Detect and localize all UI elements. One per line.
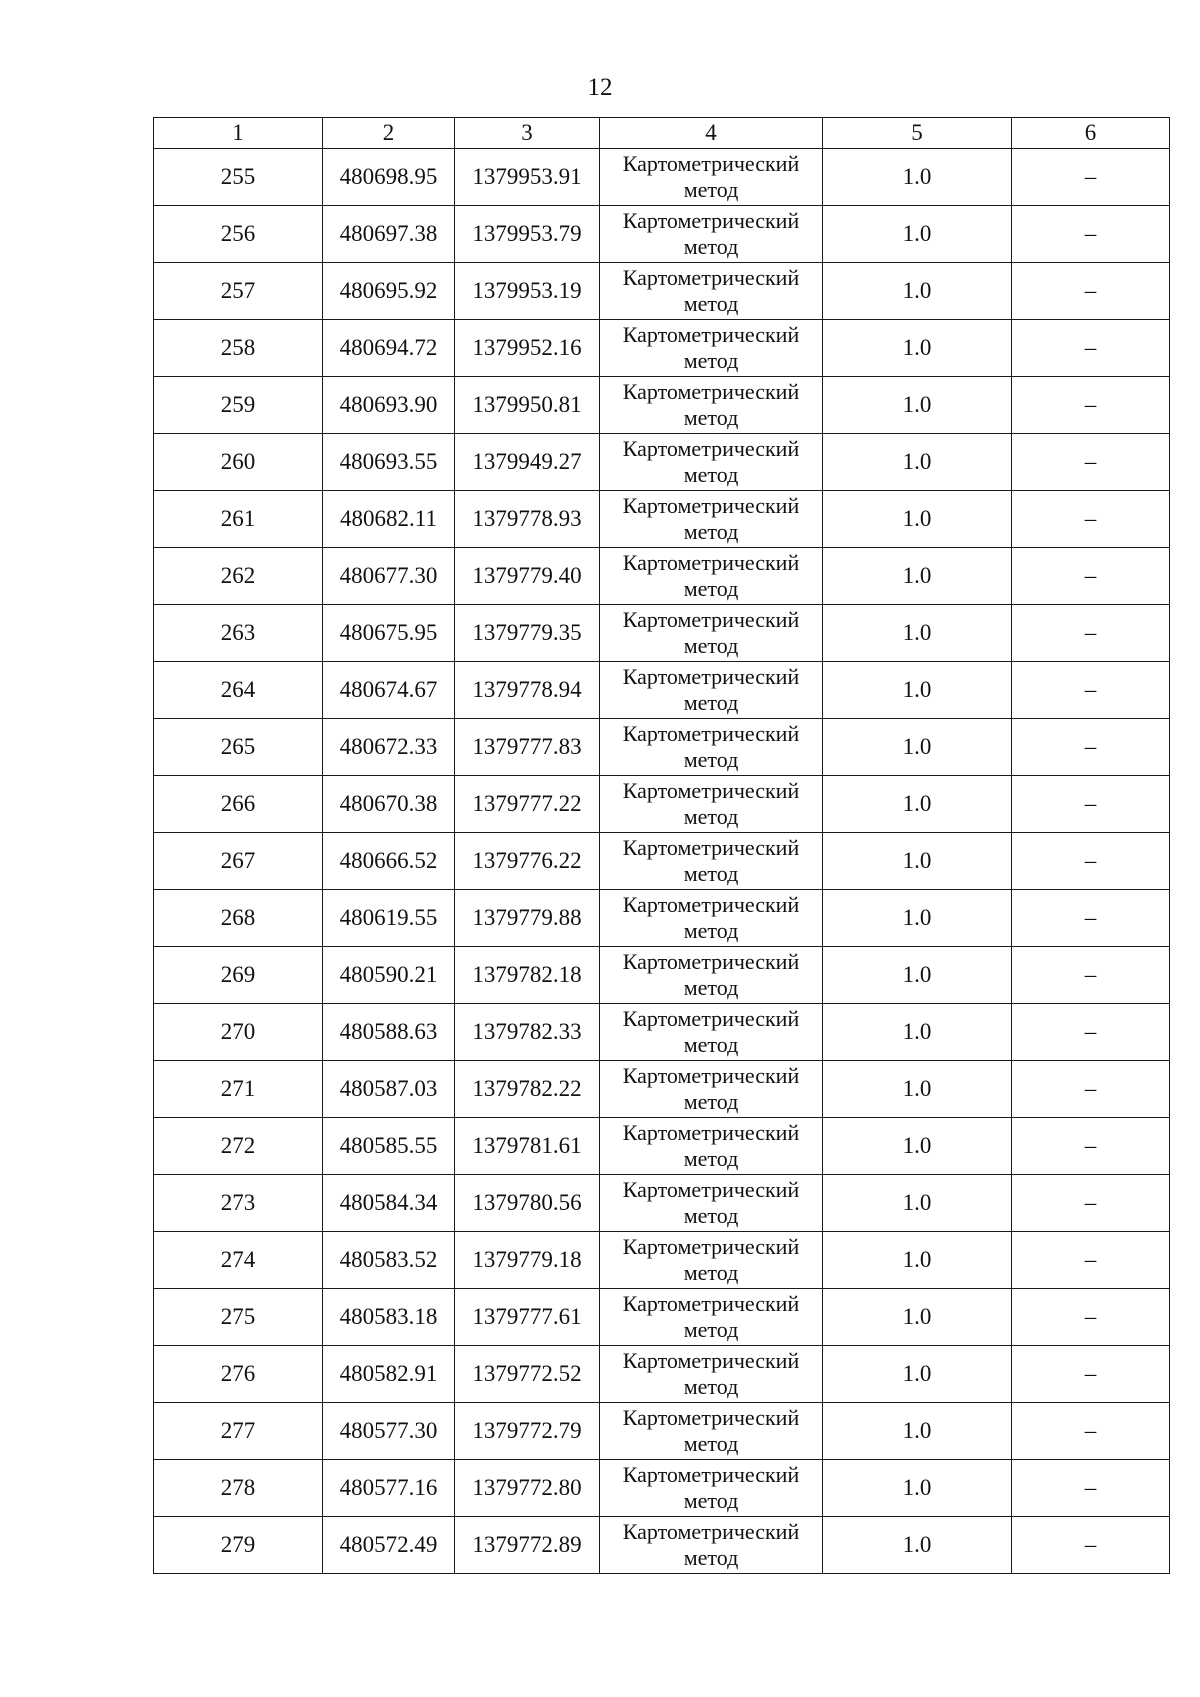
point-number-cell: 278 [154,1460,323,1517]
note-cell: – [1012,1346,1170,1403]
method-cell [600,1403,823,1460]
method-label-line2: метод [683,861,739,886]
y-coordinate-cell: 1379779.35 [455,605,600,662]
method-label-line1: Картометрический [622,835,800,860]
y-coordinate-cell: 1379781.61 [455,1118,600,1175]
y-coordinate-cell: 1379952.16 [455,320,600,377]
method-cell [600,1289,823,1346]
method-label-line2: метод [683,348,739,373]
method-label-line1: Картометрический [622,1291,800,1316]
method-label-line1: Картометрический [622,778,800,803]
point-number-cell: 279 [154,1517,323,1574]
method-label-line2: метод [683,291,739,316]
method-cell [600,1118,823,1175]
accuracy-cell: 1.0 [823,1118,1012,1175]
accuracy-cell: 1.0 [823,320,1012,377]
table-header-row [154,118,1170,149]
x-coordinate-cell: 480583.52 [323,1232,455,1289]
method-cell [600,1232,823,1289]
point-number-cell: 262 [154,548,323,605]
note-cell: – [1012,1004,1170,1061]
method-label-line2: метод [683,1146,739,1171]
table-row [154,1232,1170,1289]
note-cell: – [1012,776,1170,833]
point-number-cell: 264 [154,662,323,719]
point-number-cell: 274 [154,1232,323,1289]
method-cell [600,320,823,377]
method-cell [600,1004,823,1061]
table-row [154,548,1170,605]
accuracy-cell: 1.0 [823,833,1012,890]
method-label-line2: метод [683,918,739,943]
method-label-line2: метод [683,177,739,202]
y-coordinate-cell: 1379953.79 [455,206,600,263]
method-label-line1: Картометрический [622,1120,800,1145]
point-number-cell: 258 [154,320,323,377]
note-cell: – [1012,548,1170,605]
method-label-line2: метод [683,1260,739,1285]
accuracy-cell: 1.0 [823,605,1012,662]
accuracy-cell: 1.0 [823,1289,1012,1346]
point-number-cell: 272 [154,1118,323,1175]
table-row [154,605,1170,662]
y-coordinate-cell: 1379780.56 [455,1175,600,1232]
point-number-cell: 267 [154,833,323,890]
note-cell: – [1012,605,1170,662]
table-row [154,1061,1170,1118]
note-cell: – [1012,1517,1170,1574]
note-cell: – [1012,149,1170,206]
x-coordinate-cell: 480590.21 [323,947,455,1004]
column-header: 2 [323,118,455,149]
y-coordinate-cell: 1379779.18 [455,1232,600,1289]
x-coordinate-cell: 480670.38 [323,776,455,833]
y-coordinate-cell: 1379772.52 [455,1346,600,1403]
method-label-line1: Картометрический [622,493,800,518]
x-coordinate-cell: 480584.34 [323,1175,455,1232]
x-coordinate-cell: 480588.63 [323,1004,455,1061]
note-cell: – [1012,1175,1170,1232]
method-label-line2: метод [683,234,739,259]
method-label-line2: метод [683,1089,739,1114]
method-label-line2: метод [683,1317,739,1342]
method-label-line2: метод [683,747,739,772]
method-label-line2: метод [683,804,739,829]
point-number-cell: 257 [154,263,323,320]
method-cell [600,662,823,719]
method-label-line1: Картометрический [622,1405,800,1430]
note-cell: – [1012,377,1170,434]
method-cell [600,719,823,776]
y-coordinate-cell: 1379776.22 [455,833,600,890]
method-label-line1: Картометрический [622,949,800,974]
note-cell: – [1012,1403,1170,1460]
method-label-line2: метод [683,1431,739,1456]
table-row [154,947,1170,1004]
method-label-line1: Картометрический [622,1234,800,1259]
point-number-cell: 276 [154,1346,323,1403]
point-number-cell: 275 [154,1289,323,1346]
y-coordinate-cell: 1379779.40 [455,548,600,605]
point-number-cell: 268 [154,890,323,947]
column-header: 6 [1012,118,1170,149]
table-row [154,1118,1170,1175]
y-coordinate-cell: 1379953.19 [455,263,600,320]
table-row [154,320,1170,377]
note-cell: – [1012,662,1170,719]
method-label-line1: Картометрический [622,1177,800,1202]
note-cell: – [1012,1289,1170,1346]
note-cell: – [1012,1061,1170,1118]
y-coordinate-cell: 1379772.89 [455,1517,600,1574]
note-cell: – [1012,1460,1170,1517]
x-coordinate-cell: 480697.38 [323,206,455,263]
x-coordinate-cell: 480677.30 [323,548,455,605]
x-coordinate-cell: 480583.18 [323,1289,455,1346]
point-number-cell: 270 [154,1004,323,1061]
x-coordinate-cell: 480682.11 [323,491,455,548]
y-coordinate-cell: 1379777.83 [455,719,600,776]
y-coordinate-cell: 1379779.88 [455,890,600,947]
accuracy-cell: 1.0 [823,1004,1012,1061]
x-coordinate-cell: 480695.92 [323,263,455,320]
accuracy-cell: 1.0 [823,1061,1012,1118]
point-number-cell: 265 [154,719,323,776]
accuracy-cell: 1.0 [823,662,1012,719]
method-label-line2: метод [683,1203,739,1228]
method-label-line1: Картометрический [622,208,800,233]
method-cell [600,1460,823,1517]
accuracy-cell: 1.0 [823,1346,1012,1403]
column-header: 4 [600,118,823,149]
table-row [154,1175,1170,1232]
x-coordinate-cell: 480674.67 [323,662,455,719]
accuracy-cell: 1.0 [823,1232,1012,1289]
method-cell [600,434,823,491]
accuracy-cell: 1.0 [823,491,1012,548]
method-label-line1: Картометрический [622,322,800,347]
method-cell [600,1175,823,1232]
column-header: 1 [154,118,323,149]
method-label-line2: метод [683,462,739,487]
y-coordinate-cell: 1379772.80 [455,1460,600,1517]
method-cell [600,1061,823,1118]
table-row [154,1346,1170,1403]
table-row [154,1517,1170,1574]
method-label-line2: метод [683,1545,739,1570]
table-row [154,206,1170,263]
x-coordinate-cell: 480694.72 [323,320,455,377]
method-cell [600,206,823,263]
x-coordinate-cell: 480666.52 [323,833,455,890]
x-coordinate-cell: 480619.55 [323,890,455,947]
table-row [154,1289,1170,1346]
accuracy-cell: 1.0 [823,719,1012,776]
accuracy-cell: 1.0 [823,377,1012,434]
method-label-line1: Картометрический [622,1348,800,1373]
y-coordinate-cell: 1379772.79 [455,1403,600,1460]
method-label-line1: Картометрический [622,1462,800,1487]
x-coordinate-cell: 480577.30 [323,1403,455,1460]
x-coordinate-cell: 480675.95 [323,605,455,662]
point-number-cell: 266 [154,776,323,833]
method-label-line2: метод [683,1374,739,1399]
table-row [154,1004,1170,1061]
y-coordinate-cell: 1379950.81 [455,377,600,434]
note-cell: – [1012,1232,1170,1289]
accuracy-cell: 1.0 [823,149,1012,206]
method-label-line1: Картометрический [622,1006,800,1031]
accuracy-cell: 1.0 [823,890,1012,947]
page-number: 12 [587,74,613,101]
point-number-cell: 261 [154,491,323,548]
note-cell: – [1012,434,1170,491]
accuracy-cell: 1.0 [823,1403,1012,1460]
method-label-line2: метод [683,975,739,1000]
accuracy-cell: 1.0 [823,206,1012,263]
method-label-line1: Картометрический [622,892,800,917]
accuracy-cell: 1.0 [823,776,1012,833]
method-label-line1: Картометрический [622,151,800,176]
method-cell [600,491,823,548]
accuracy-cell: 1.0 [823,263,1012,320]
note-cell: – [1012,947,1170,1004]
point-number-cell: 271 [154,1061,323,1118]
point-number-cell: 269 [154,947,323,1004]
x-coordinate-cell: 480577.16 [323,1460,455,1517]
accuracy-cell: 1.0 [823,434,1012,491]
note-cell: – [1012,833,1170,890]
accuracy-cell: 1.0 [823,1175,1012,1232]
method-label-line2: метод [683,690,739,715]
table-row [154,1460,1170,1517]
accuracy-cell: 1.0 [823,947,1012,1004]
note-cell: – [1012,719,1170,776]
method-label-line2: метод [683,405,739,430]
table-row [154,890,1170,947]
y-coordinate-cell: 1379782.18 [455,947,600,1004]
method-cell [600,1517,823,1574]
method-label-line1: Картометрический [622,721,800,746]
y-coordinate-cell: 1379782.22 [455,1061,600,1118]
method-label-line2: метод [683,633,739,658]
note-cell: – [1012,320,1170,377]
method-label-line2: метод [683,519,739,544]
method-cell [600,548,823,605]
method-cell [600,833,823,890]
method-label-line1: Картометрический [622,550,800,575]
table-row [154,776,1170,833]
accuracy-cell: 1.0 [823,1460,1012,1517]
method-label-line1: Картометрический [622,1519,800,1544]
accuracy-cell: 1.0 [823,548,1012,605]
column-header: 3 [455,118,600,149]
note-cell: – [1012,890,1170,947]
table-row [154,263,1170,320]
method-cell [600,377,823,434]
x-coordinate-cell: 480587.03 [323,1061,455,1118]
table-row [154,662,1170,719]
method-label-line2: метод [683,1032,739,1057]
y-coordinate-cell: 1379777.61 [455,1289,600,1346]
y-coordinate-cell: 1379778.93 [455,491,600,548]
table-row [154,833,1170,890]
x-coordinate-cell: 480672.33 [323,719,455,776]
method-cell [600,947,823,1004]
y-coordinate-cell: 1379778.94 [455,662,600,719]
note-cell: – [1012,263,1170,320]
point-number-cell: 260 [154,434,323,491]
table-row [154,377,1170,434]
y-coordinate-cell: 1379777.22 [455,776,600,833]
point-number-cell: 273 [154,1175,323,1232]
table-row [154,719,1170,776]
y-coordinate-cell: 1379949.27 [455,434,600,491]
x-coordinate-cell: 480572.49 [323,1517,455,1574]
method-label-line1: Картометрический [622,664,800,689]
method-label-line2: метод [683,1488,739,1513]
method-cell [600,149,823,206]
table-row [154,491,1170,548]
method-cell [600,890,823,947]
method-cell [600,263,823,320]
method-label-line1: Картометрический [622,436,800,461]
y-coordinate-cell: 1379953.91 [455,149,600,206]
point-number-cell: 256 [154,206,323,263]
method-cell [600,1346,823,1403]
method-label-line1: Картометрический [622,379,800,404]
point-number-cell: 259 [154,377,323,434]
table-row [154,434,1170,491]
point-number-cell: 255 [154,149,323,206]
column-header: 5 [823,118,1012,149]
table-row [154,1403,1170,1460]
note-cell: – [1012,1118,1170,1175]
accuracy-cell: 1.0 [823,1517,1012,1574]
table-row [154,149,1170,206]
point-number-cell: 263 [154,605,323,662]
coordinates-table [153,117,1170,1574]
x-coordinate-cell: 480693.90 [323,377,455,434]
method-label-line1: Картометрический [622,1063,800,1088]
method-label-line2: метод [683,576,739,601]
note-cell: – [1012,206,1170,263]
y-coordinate-cell: 1379782.33 [455,1004,600,1061]
method-label-line1: Картометрический [622,607,800,632]
note-cell: – [1012,491,1170,548]
table-body [154,149,1170,1574]
x-coordinate-cell: 480585.55 [323,1118,455,1175]
x-coordinate-cell: 480693.55 [323,434,455,491]
method-cell [600,776,823,833]
x-coordinate-cell: 480582.91 [323,1346,455,1403]
method-cell [600,605,823,662]
method-label-line1: Картометрический [622,265,800,290]
x-coordinate-cell: 480698.95 [323,149,455,206]
point-number-cell: 277 [154,1403,323,1460]
